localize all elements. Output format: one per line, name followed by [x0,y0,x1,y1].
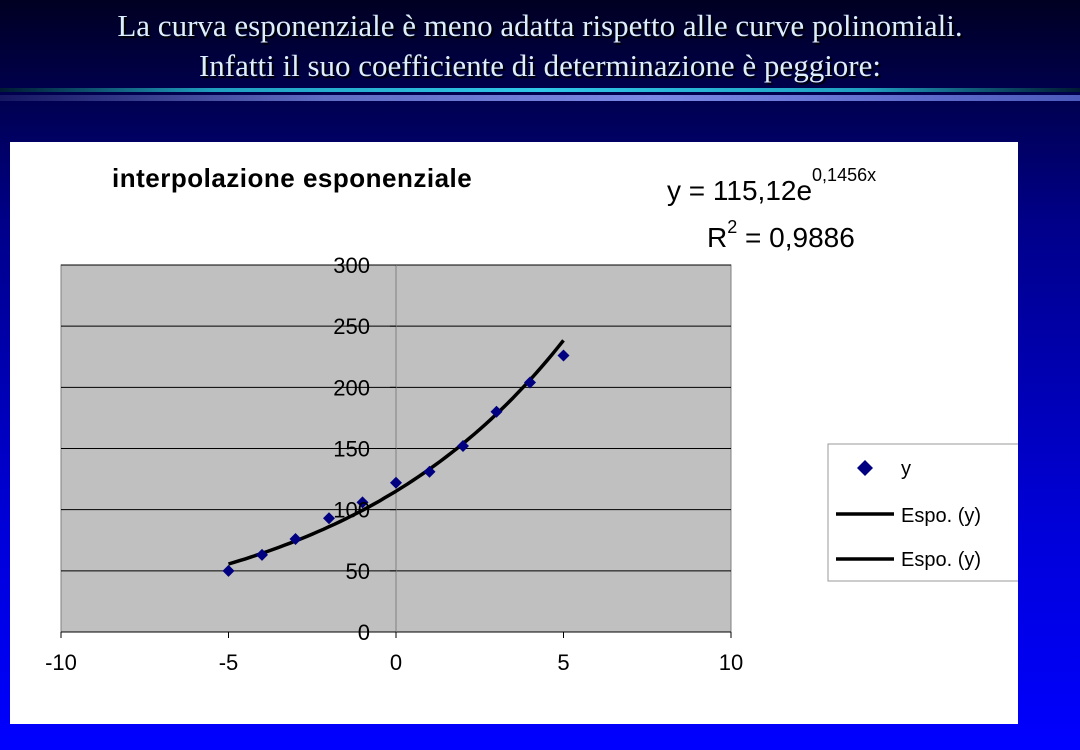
legend-label-y: y [901,458,911,480]
x-tick-label--5: -5 [218,650,239,675]
title-divider-secondary [0,95,1080,101]
x-tick-label-5: 5 [557,650,570,675]
slide-title [0,6,1080,86]
legend [828,444,1018,581]
equation-prefix: y = 115,12e [667,175,813,206]
legend-label-trend-1: Espo. (y) [901,505,982,527]
y-tick-label-300: 300 [333,253,370,278]
chart-title: interpolazione esponenziale [112,163,473,193]
equation-exponent: 0,1456x [812,165,877,185]
r-squared-value: = 0,9886 [737,222,855,253]
x-tick-label--10: -10 [45,650,77,675]
y-tick-label-250: 250 [333,314,370,340]
legend-label-trend-2: Espo. (y) [901,549,982,571]
x-tick-label-10: 10 [718,650,744,675]
chart-area [10,142,1018,724]
slide-title-line-2: Infatti il suo coefficiente di determinazione è peggiore: [198,48,881,83]
plot-layer [45,253,743,675]
y-tick-label-0: 0 [357,620,370,645]
y-tick-label-100: 100 [333,497,370,523]
title-divider [0,88,1080,92]
r-squared-base: R [707,222,728,253]
slide-title-line-1: La curva esponenziale è meno adatta rispetto alle curve polinomiali. [117,8,963,43]
trendline-equation [667,165,876,206]
y-tick-label-50: 50 [345,558,370,584]
exponential-chart [10,142,1018,724]
r-squared [707,217,855,253]
y-tick-label-150: 150 [333,436,370,462]
x-tick-label-0: 0 [389,650,403,675]
y-tick-label-200: 200 [333,375,370,401]
r-squared-sup: 2 [727,217,738,237]
